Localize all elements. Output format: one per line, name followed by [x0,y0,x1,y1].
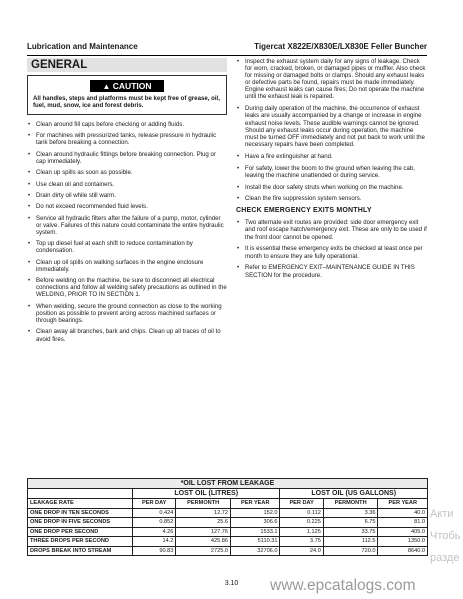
table-row [28,546,428,556]
list-item: • Install the door safety struts when working on the machine. [236,184,428,191]
list-item: • Do not exceed recommended fluid levels. [27,203,227,210]
general-heading: GENERAL [27,58,227,72]
leakage-rate: ONE DROP IN TEN SECONDS [28,508,133,518]
list-item: • Clean around fill caps before checking or adding fluids. [27,121,227,128]
gallons-per-year: 40.0 [378,508,428,518]
table-group-row [28,489,428,499]
list-item: • Have a fire extinguisher at hand. [236,153,428,160]
leakage-rate: DROPS BREAK INTO STREAM [28,546,133,556]
col-per-year: PER YEAR [231,499,280,509]
list-item: • For safety, lower the boom to the ground when leaving the cab, leaving the machine unattended or during service. [236,165,428,179]
left-column [27,58,227,347]
litres-per-year: 306.6 [231,518,280,528]
leakage-rate: ONE DROP PER SECOND [28,527,133,537]
litres-per-day: 14.2 [133,537,176,547]
litres-per-year: 152.0 [231,508,280,518]
list-item: • For machines with pressurized tanks, release pressure in hydraulic tank before breaking a connection. [27,132,227,146]
gallons-per-day: 24.0 [280,546,323,556]
caution-box [27,75,227,115]
table-row [28,518,428,528]
gallons-per-year: 405.0 [378,527,428,537]
list-item: • Clean away all branches, bark and chips. Clean up all traces of oil to avoid fires. [27,328,227,342]
table-row [28,527,428,537]
list-item: • Top up diesel fuel at each shift to reduce contamination by condensation. [27,240,227,254]
group-litres: LOST OIL (LITRES) [133,489,280,499]
list-item: • Use clean oil and containers. [27,181,227,188]
ghost-text: Акти [430,508,454,520]
litres-per-day: 4.26 [133,527,176,537]
col-per-month: PERMONTH [176,499,231,509]
list-item: • Before welding on the machine, be sure to disconnect all electrical connections and follow all welding safety precautions as outlined in the WELDING, PRIOR TO IN SECTION 1. [27,277,227,298]
gallons-per-day: 3.75 [280,537,323,547]
litres-per-month: 425.86 [176,537,231,547]
page-number: 3.10 [224,580,239,587]
gallons-per-day: 0.112 [280,508,323,518]
caution-badge: ▲ CAUTION [90,80,164,92]
litres-per-day: 0.424 [133,508,176,518]
table-title: *OIL LOST FROM LEAKAGE [28,479,428,489]
emergency-bullet-list [236,219,428,278]
leakage-rate: ONE DROP IN FIVE SECONDS [28,518,133,528]
litres-per-year: 1533.1 [231,527,280,537]
gallons-per-month: 33.75 [323,527,378,537]
table-header-row [28,499,428,509]
gallons-per-day: 0.225 [280,518,323,528]
list-item: • Drain dirty oil while still warm. [27,192,227,199]
litres-per-month: 25.6 [176,518,231,528]
leakage-rate-header: LEAKAGE RATE [28,499,133,509]
table-blank-cell [28,489,133,499]
list-item: • Refer to EMERGENCY EXIT–MAINTENANCE GUIDE IN THIS SECTION for the procedure. [236,264,428,278]
list-item: • Inspect the exhaust system daily for any signs of leakage. Check for worn, cracked, broken, or damaged pipes or muffler. Also check for missing or damaged bolts or clamps. Should any exhaust leaks or defective parts be found, repairs must be made immediately. Engine exhaust leaks can cause fires; Do not operate the machine until the exhaust leak is repaired. [236,58,428,101]
right-column [236,58,428,283]
list-item: • During daily operation of the machine, the occurrence of exhaust leaks are usually accompanied by a change or increase in engine exhaust noise levels. These audible warnings cannot be ignored. Should any exhaust leaks occur during operation, the machine must be turned OFF immediately and not put back to work until the necessary repairs have been completed. [236,105,428,148]
list-item: • It is essential these emergency exits be checked at least once per month to ensure they are fully operational. [236,245,428,259]
litres-per-month: 2725.0 [176,546,231,556]
table-title-row [28,479,428,489]
ghost-text: разде [430,552,460,564]
warning-triangle-icon: ▲ [102,82,111,91]
gallons-per-month: 6.75 [323,518,378,528]
oil-leakage-table [27,478,428,556]
gallons-per-year: 1350.0 [378,537,428,547]
litres-per-year: 5110.31 [231,537,280,547]
gallons-per-month: 112.5 [323,537,378,547]
group-gallons: LOST OIL (US GALLONS) [280,489,428,499]
col-per-month: PERMONTH [323,499,378,509]
gallons-per-month: 3.36 [323,508,378,518]
litres-per-day: 0.852 [133,518,176,528]
gallons-per-day: 1.125 [280,527,323,537]
exhaust-bullet-list [236,58,428,203]
col-per-year: PER YEAR [378,499,428,509]
page-header [27,40,427,54]
gallons-per-year: 8640.0 [378,546,428,556]
watermark: www.epcatalogs.com [270,577,416,594]
gallons-per-year: 81.0 [378,518,428,528]
list-item: • Service all hydraulic filters after the failure of a pump, motor, cylinder or valve. Failures of this nature could contaminate the entire hydraulic system. [27,215,227,236]
header-rule [27,55,427,56]
litres-per-day: 90.83 [133,546,176,556]
list-item: • Clean around hydraulic fittings before breaking connection. Plug or cap immediately. [27,151,227,165]
litres-per-month: 12.72 [176,508,231,518]
model-title: Tigercat X822E/X830E/LX830E Feller Buncher [254,42,427,51]
gallons-per-month: 720.0 [323,546,378,556]
emergency-exits-heading: CHECK EMERGENCY EXITS MONTHLY [236,207,372,215]
list-item: • Two alternate exit routes are provided: side door emergency exit and roof escape hatch/emergency exit. These are only to be used if the front door cannot be opened. [236,219,428,240]
litres-per-year: 32706.0 [231,546,280,556]
list-item: • Clean up spills as soon as possible. [27,169,227,176]
list-item: • When welding, secure the ground connection as close to the working position as possible to prevent arcing across machined surfaces or through bearings. [27,303,227,324]
general-bullet-list [27,121,227,343]
litres-per-month: 127.76 [176,527,231,537]
ghost-text: Чтобь [430,530,461,542]
table-row [28,537,428,547]
col-per-day: PER DAY [133,499,176,509]
section-title: Lubrication and Maintenance [27,42,138,51]
list-item: • Clean the fire suppression system sensors. [236,195,428,202]
table-row [28,508,428,518]
col-per-day: PER DAY [280,499,323,509]
list-item: • Clean up oil spills on walking surfaces in the engine enclosure immediately. [27,259,227,273]
leakage-rate: THREE DROPS PER SECOND [28,537,133,547]
caution-text: All handles, steps and platforms must be kept free of grease, oil, fuel, mud, snow, ice and forest debris. [33,95,220,110]
